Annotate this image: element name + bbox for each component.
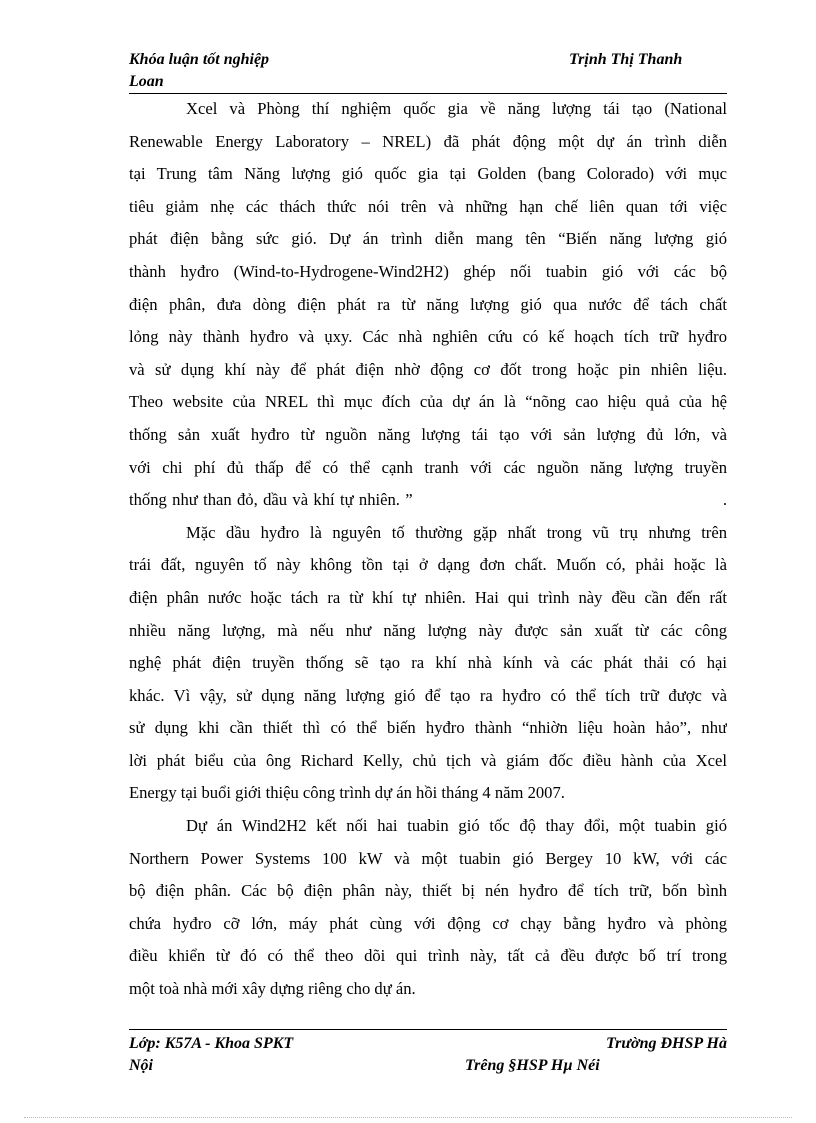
- text-line: trái đất, nguyên tố này không tồn tại ở dạng đơn chất. Muốn có, phải hoặc là: [129, 555, 727, 575]
- text-line: nhiều năng lượng, mà nếu như năng lượng này được sản xuất từ các công: [129, 620, 727, 640]
- footer-right: Trường ĐHSP Hà: [606, 1035, 727, 1052]
- text-line: Theo website của NREL thì mục đích của dự án là “nõng cao hiệu quả của hệ: [129, 392, 727, 412]
- text-line: thống sản xuất hyđro từ nguồn năng lượng tái tạo với sản lượng đủ lớn, và: [129, 424, 727, 444]
- paragraph-3: [129, 810, 727, 1006]
- header-left: Khóa luận tốt nghiệp: [129, 51, 270, 68]
- text-line: khác. Vì vậy, sử dụng năng lượng gió để tạo ra hyđro có thể tích trữ được và: [129, 685, 727, 705]
- footer-second-right: Trêng §HSP Hµ Néi: [465, 1057, 600, 1074]
- text-line: tại Trung tâm Năng lượng gió quốc gia tại Golden (bang Colorado) với mục: [129, 164, 727, 184]
- text-line: điện phân nước hoặc tách ra từ khí tự nhiên. Hai qui trình này đều cần đến rất: [129, 587, 727, 607]
- text-line: Renewable Energy Laboratory – NREL) đã phát động một dự án trình diễn: [129, 131, 727, 151]
- text-line: sử dụng khi cần thiết thì có thể biến hyđro thành “nhiờn liệu hoàn hảo”, như: [129, 718, 727, 738]
- text-line: điện phân, đưa dòng điện phát ra từ năng lượng gió qua nước để tách chất: [129, 294, 727, 314]
- text-line: một toà nhà mới xây dựng riêng cho dự án.: [129, 979, 416, 999]
- text-line: phát điện bằng sức gió. Dự án trình diễn mang tên “Biến năng lượng gió: [129, 229, 727, 249]
- paragraph-1: [129, 93, 727, 517]
- text-line: Northern Power Systems 100 kW và một tuabin gió Bergey 10 kW, với các: [129, 848, 727, 868]
- document-body: [129, 93, 727, 1006]
- text-line: với chi phí đủ thấp để có thể cạnh tranh với các nguồn năng lượng truyền: [129, 457, 727, 477]
- header-second-line: Loan: [129, 73, 164, 90]
- text-line: thành hyđro (Wind-to-Hydrogene-Wind2H2) ghép nối tuabin gió với các bộ: [129, 261, 727, 281]
- text-line: và sử dụng khí này để phát điện nhờ động cơ đốt trong hoặc pin nhiên liệu.: [129, 359, 727, 379]
- text-line: Mặc dầu hyđro là nguyên tố thường gặp nhất trong vũ trụ nhưng trên: [186, 522, 727, 542]
- header-right: Trịnh Thị Thanh: [569, 51, 683, 68]
- paragraph-2: [129, 517, 727, 810]
- text-line: điều khiển từ đó có thể theo dõi qui trình này, tất cả đều được bố trí trong: [129, 946, 727, 966]
- footer-second-left: Nội: [129, 1057, 153, 1074]
- text-line: lời phát biểu của ông Richard Kelly, chủ tịch và giám đốc điều hành của Xcel: [129, 750, 727, 770]
- text-line: Energy tại buổi giới thiệu công trình dự án hồi tháng 4 năm 2007.: [129, 783, 565, 803]
- text-line: thống như than đỏ, dầu và khí tự nhiên. ” .: [129, 490, 727, 510]
- text-line: nghệ phát điện truyền thống sẽ tạo ra khí nhà kính và các phát thải có hại: [129, 653, 727, 673]
- text-line: Xcel và Phòng thí nghiệm quốc gia về năng lượng tái tạo (National: [186, 99, 727, 118]
- text-line: Dự án Wind2H2 kết nối hai tuabin gió tốc độ thay đổi, một tuabin gió: [186, 816, 727, 836]
- page-bottom-border: [24, 1117, 792, 1118]
- text-line: chứa hyđro cỡ lớn, máy phát cùng với động cơ chạy bằng hyđro và phòng: [129, 913, 727, 933]
- text-line: bộ điện phân. Các bộ điện phân này, thiết bị nén hyđro để tích trữ, bốn bình: [129, 881, 727, 901]
- text-line: tiêu giảm nhẹ các thách thức nói trên và những hạn chế liên quan tới việc: [129, 196, 727, 216]
- footer-left: Lớp: K57A - Khoa SPKT: [129, 1035, 294, 1052]
- footer-rule: [129, 1029, 727, 1030]
- text-line: lỏng này thành hyđro và ụxy. Các nhà nghiên cứu có kế hoạch tích trữ hyđro: [129, 327, 727, 347]
